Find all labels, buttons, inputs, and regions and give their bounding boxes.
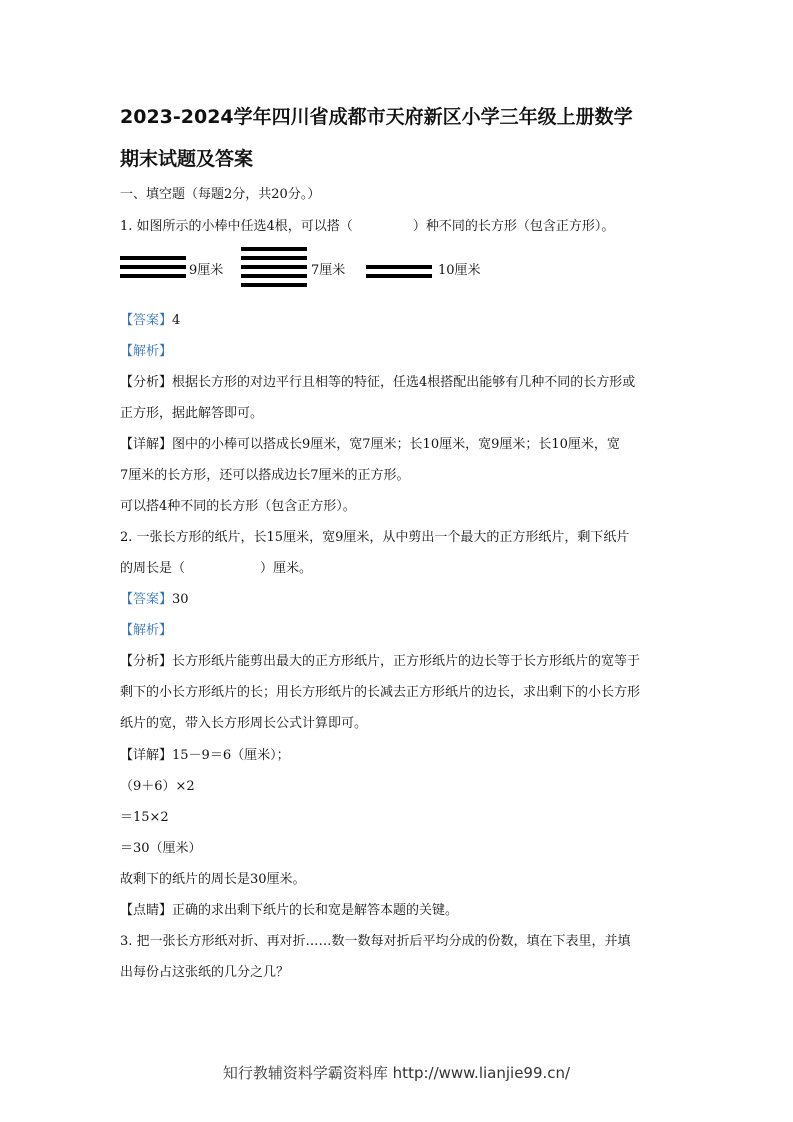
- stick-group-10cm: [366, 265, 432, 277]
- stick-10cm: [366, 274, 432, 278]
- q2-calc-line3: ＝30（厘米）: [120, 841, 202, 856]
- q1-xiangjie-line1: 【详解】图中的小棒可以搭成长9厘米，宽7厘米；长10厘米，宽9厘米；长10厘米，宽: [120, 437, 620, 452]
- q1-xiangjie-line2: 7厘米的长方形，还可以搭成边长7厘米的正方形。: [120, 468, 410, 483]
- stick-label-7cm: 7厘米: [311, 263, 346, 278]
- stick-group-7cm: [241, 247, 307, 289]
- stick-label-10cm: 10厘米: [438, 263, 481, 278]
- question-2-stem-line2: 的周长是（ ）厘米。: [120, 561, 313, 576]
- stick-figure: [120, 243, 540, 293]
- q1-fenxi-line2: 正方形，据此解答即可。: [120, 406, 264, 421]
- q2-fenxi-line2: 剩下的小长方形纸片的长；用长方形纸片的长减去正方形纸片的边长，求出剩下的小长方形: [120, 685, 641, 700]
- q2-calc-line2: ＝15×2: [120, 810, 169, 825]
- question-2-stem-line1: 2. 一张长方形的纸片，长15厘米，宽9厘米，从中剪出一个最大的正方形纸片，剩下纸片: [120, 530, 630, 545]
- footer-watermark-text: 知行教辅资料学霸资料库 http://www.lianjie99.cn/: [222, 1064, 571, 1082]
- q2-fenxi-line3: 纸片的宽，带入长方形周长公式计算即可。: [120, 716, 368, 731]
- stick-label-9cm: 9厘米: [189, 263, 224, 278]
- q2-conclusion: 故剩下的纸片的周长是30厘米。: [120, 872, 306, 887]
- q2-fenxi-line1: 【分析】长方形纸片能剪出最大的正方形纸片，正方形纸片的边长等于长方形纸片的宽等于: [120, 654, 641, 669]
- question-3-stem-line1: 3. 把一张长方形纸对折、再对折……数一数每对折后平均分成的份数，填在下表里，并填: [120, 934, 631, 949]
- q2-answer: 【答案】30: [120, 592, 189, 607]
- stick-9cm: [120, 274, 186, 278]
- q1-xiangjie-line3: 可以搭4种不同的长方形（包含正方形）。: [120, 499, 356, 514]
- stick-7cm: [241, 274, 307, 278]
- stick-7cm: [241, 247, 307, 251]
- q1-analysis-tag: 【解析】: [120, 344, 173, 359]
- stick-7cm: [241, 256, 307, 260]
- q2-xiangjie-line1: 【详解】15－9＝6（厘米）；: [120, 748, 290, 763]
- stick-9cm: [120, 256, 186, 260]
- stick-7cm: [241, 283, 307, 287]
- q1-fenxi-line1: 【分析】根据长方形的对边平行且相等的特征，任选4根搭配出能够有几种不同的长方形或: [120, 375, 636, 390]
- q2-dianjing: 【点睛】正确的求出剩下纸片的长和宽是解答本题的关键。: [120, 903, 459, 918]
- stick-group-9cm: [120, 256, 186, 278]
- q1-answer: 【答案】4: [120, 313, 181, 328]
- stick-7cm: [241, 265, 307, 269]
- q2-analysis-tag: 【解析】: [120, 623, 173, 638]
- stick-10cm: [366, 265, 432, 269]
- question-3-stem-line2: 出每份占这张纸的几分之几？: [120, 965, 290, 980]
- q2-calc-line1: （9＋6）×2: [120, 779, 195, 794]
- doc-title-line1: 2023-2024学年四川省成都市天府新区小学三年级上册数学: [120, 106, 633, 128]
- doc-title-line2: 期末试题及答案: [120, 148, 254, 170]
- stick-9cm: [120, 265, 186, 269]
- section-heading: 一、填空题（每题2分，共20分。）: [120, 187, 321, 202]
- question-1-stem: 1. 如图所示的小棒中任选4根，可以搭（ ）种不同的长方形（包含正方形）。: [120, 219, 615, 234]
